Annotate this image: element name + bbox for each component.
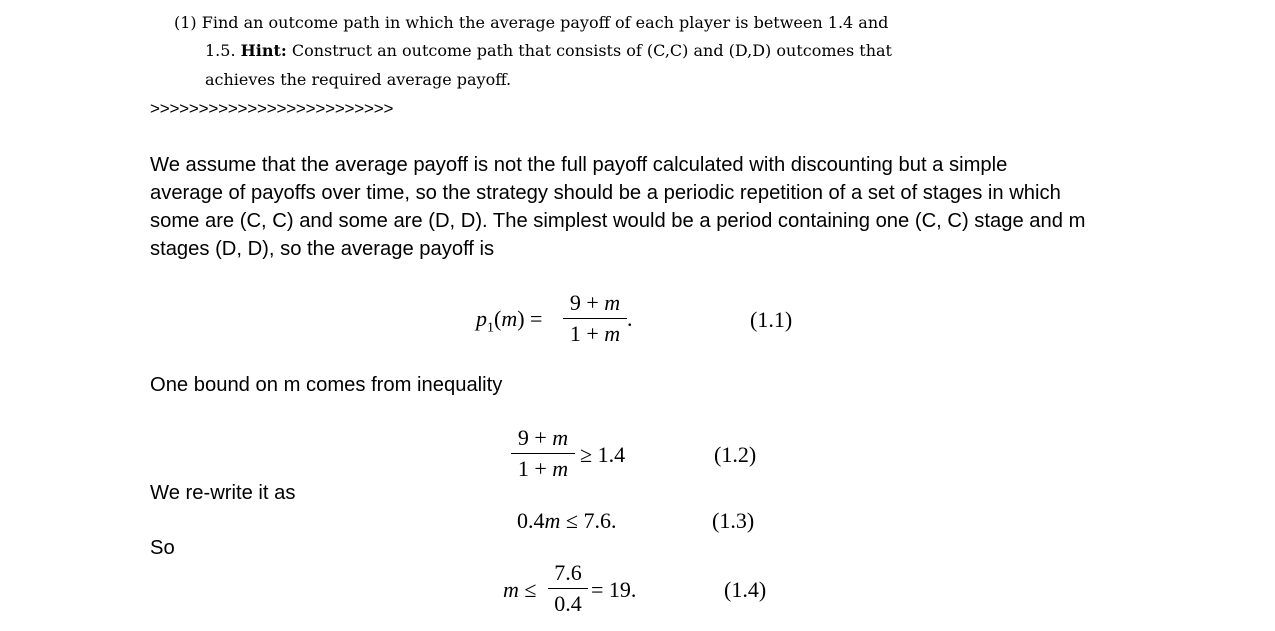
eq1-lhs: $p_1(m)$ = <box>476 306 543 336</box>
problem-line-3: achieves the required average payoff. <box>205 70 512 89</box>
hint-label: Hint: <box>240 41 287 60</box>
bound-text: One bound on m comes from inequality <box>150 374 503 396</box>
eq4-rhs: = 19. <box>591 577 637 602</box>
so-text: So <box>150 537 175 559</box>
paragraph-line-3: some are (C, C) and some are (D, D). The simplest would be a period containing one (C, C) stage and m <box>150 210 1086 232</box>
eq4-denominator: 0.4 <box>554 591 582 616</box>
eq4-numerator: 7.6 <box>554 560 582 585</box>
problem-number: (1) <box>174 13 197 32</box>
problem-line-1 <box>174 9 888 37</box>
eq1-denominator: 1 + m <box>569 321 621 346</box>
paragraph-line-1: We assume that the average payoff is not the full payoff calculated with discounting but a simple <box>150 154 1008 176</box>
eq1-fraction-bar <box>563 318 627 319</box>
eq2-denominator: 1 + m <box>517 456 569 481</box>
eq1-period: . <box>627 306 633 331</box>
eq4-tag: (1.4) <box>724 577 767 602</box>
eq2-rhs: ≥ 1.4 <box>580 442 626 467</box>
eq1-fraction <box>563 290 627 347</box>
eq4-fraction-bar <box>548 588 588 589</box>
paragraph-line-2: average of payoffs over time, so the strategy should be a periodic repetition of a set of stages in which <box>150 182 1061 204</box>
problem-text-2a: 1.5. <box>205 41 241 60</box>
eq3-tag: (1.3) <box>712 508 755 533</box>
rewrite-text: We re-write it as <box>150 482 296 504</box>
problem-text-2b: Construct an outcome path that consists of (C,C) and (D,D) outcomes that <box>286 41 892 60</box>
eq2-fraction-bar <box>511 453 575 454</box>
eq2-numerator: 9 + m <box>517 425 569 450</box>
eq4-lhs: m ≤ <box>503 577 537 602</box>
eq1-tag: (1.1) <box>750 307 793 332</box>
eq3-expression: 0.4m ≤ 7.6. <box>517 508 617 533</box>
paragraph-line-4: stages (D, D), so the average payoff is <box>150 238 495 260</box>
eq4-fraction <box>548 560 588 617</box>
eq2-tag: (1.2) <box>714 442 757 467</box>
eq2-fraction <box>511 425 575 482</box>
problem-text-1: Find an outcome path in which the average payoff of each player is between 1.4 and <box>201 13 889 32</box>
eq1-numerator: 9 + m <box>569 290 621 315</box>
separator-line: >>>>>>>>>>>>>>>>>>>>>>>>> <box>150 99 394 118</box>
problem-line-2 <box>205 37 892 65</box>
